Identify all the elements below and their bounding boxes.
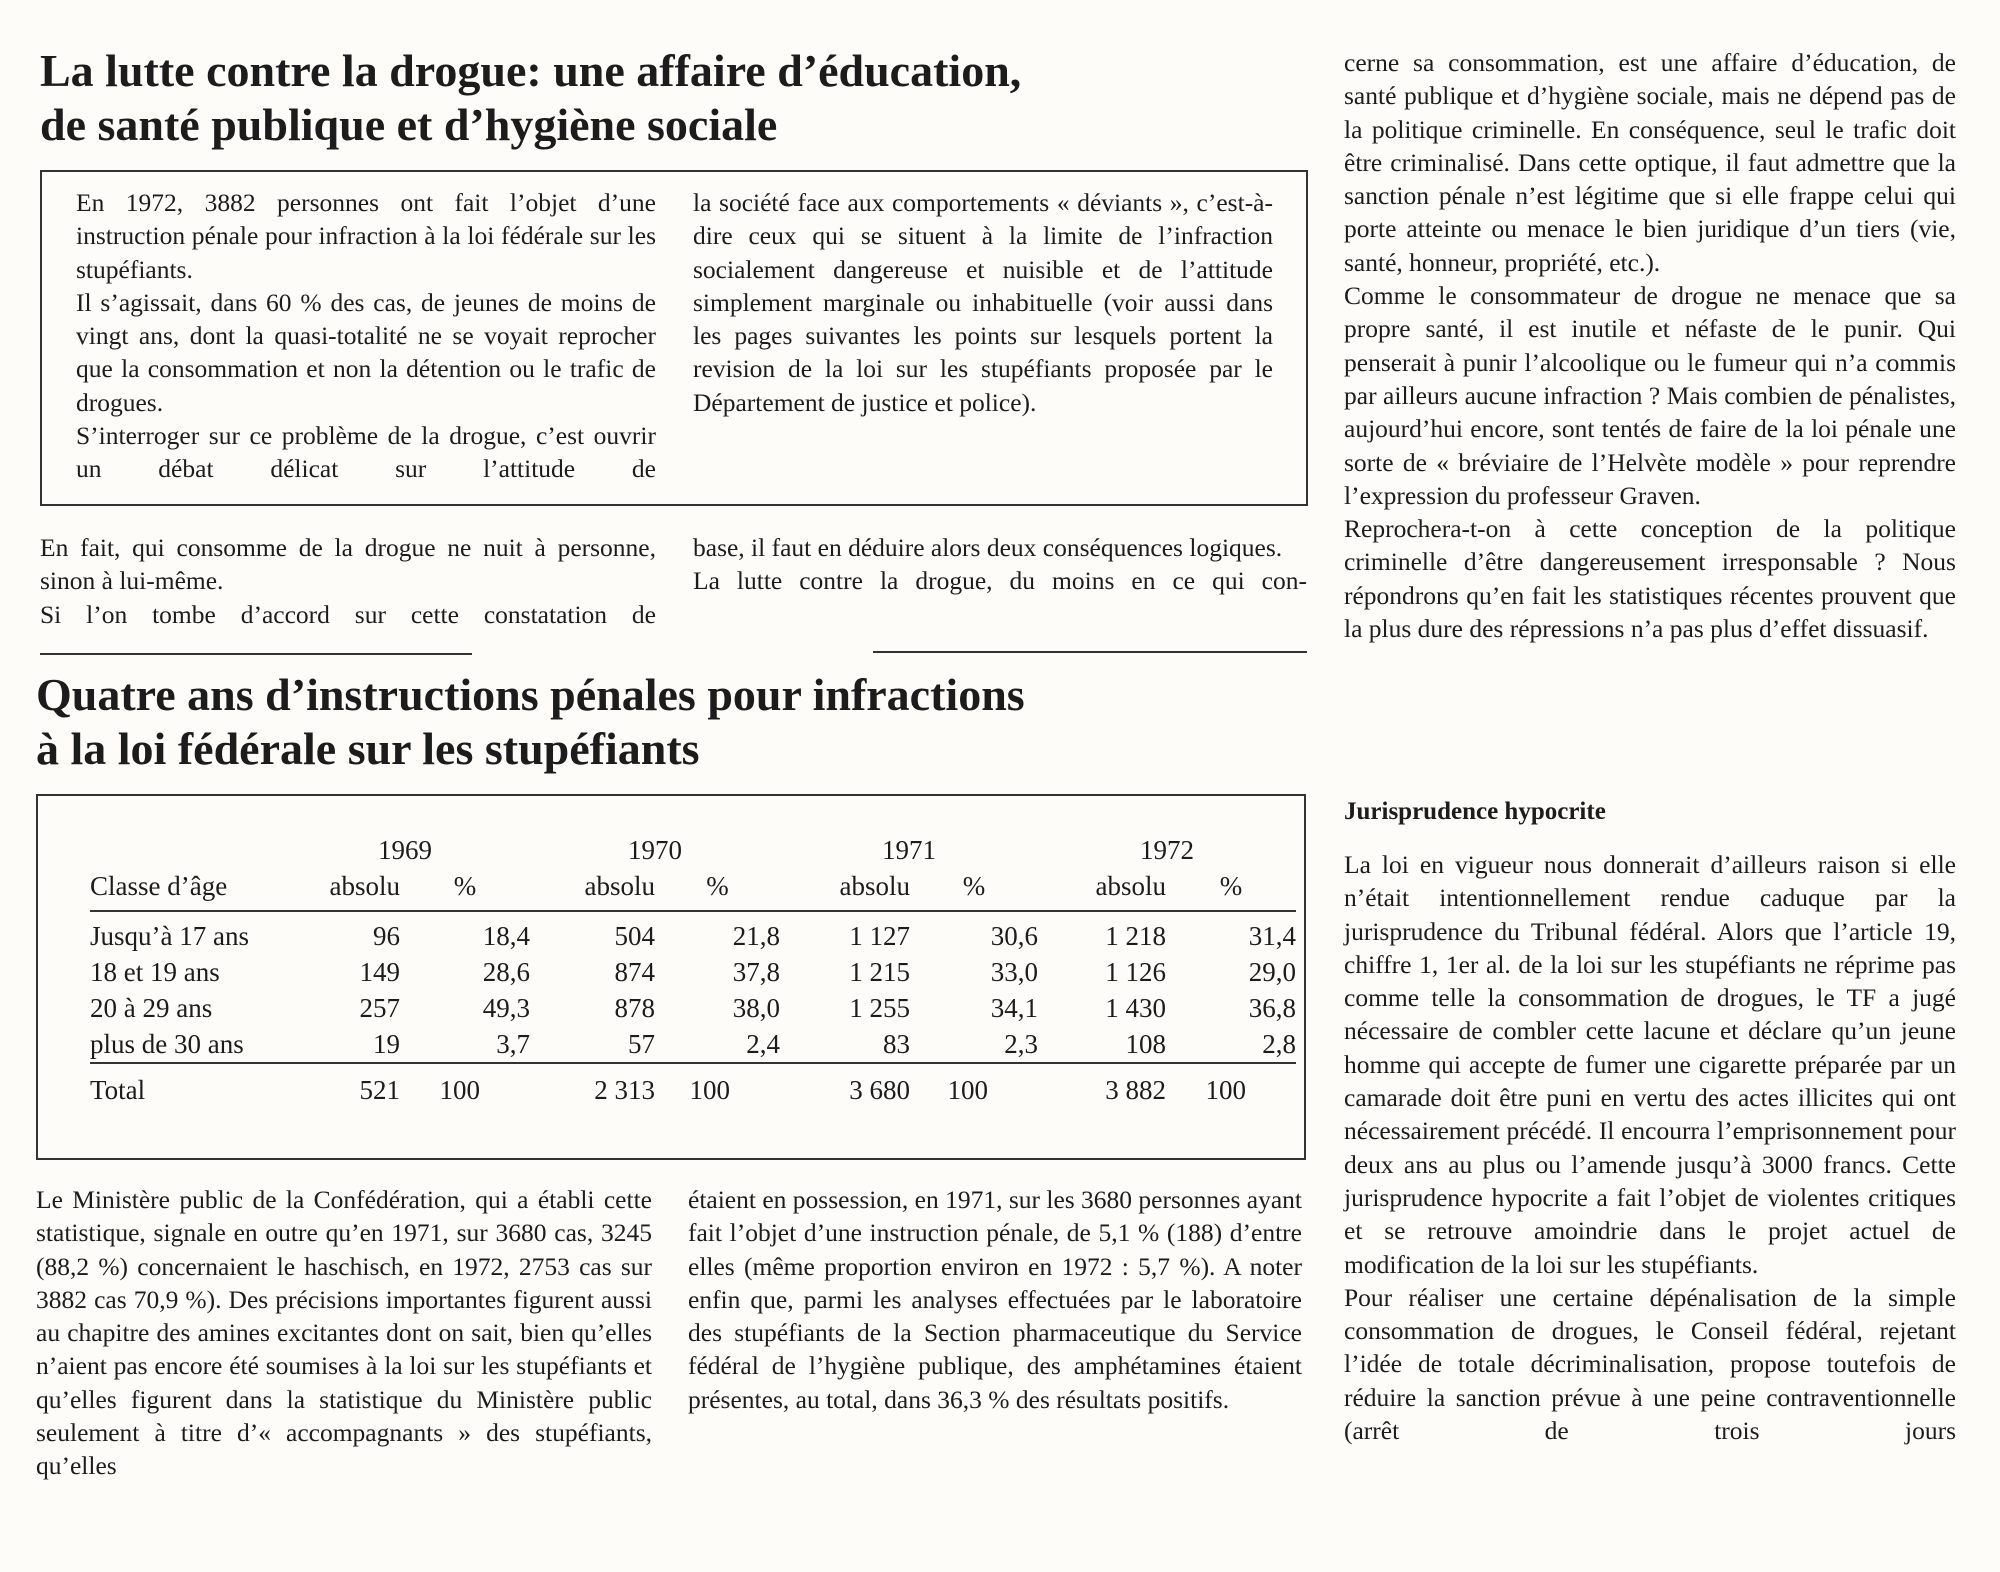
age-class-label: 20 à 29 ans [90, 993, 213, 1023]
table-cell: 1 126 [1105, 957, 1166, 987]
intro-paragraph: Il s’agissait, dans 60 % des cas, de jeunes de moins de vingt ans, dont la quasi-totalité ne se voyait reprocher que la consommation et non la détention ou le trafic de drogues. [76, 287, 656, 417]
table-cell: 33,0 [990, 957, 1038, 987]
body-paragraph: Comme le consommateur de drogue ne menace que sa propre santé, il est inutile et néfaste de le punir. Qui penserait à punir l’alcoolique ou le fumeur qui n’a commis par ailleurs aucune infraction ? Mais combien de pénalistes, aujourd’hui encore, sont tentés de faire de la loi pénale une sorte de « bréviaire de l’Helvète modèle » pour reprendre l’expression du professeur Graven. [1344, 281, 1956, 510]
table-cell: 1 127 [849, 921, 910, 951]
table-cell: 257 [359, 993, 400, 1023]
table-year-row [90, 832, 1296, 868]
table-cell: 49,3 [482, 993, 530, 1023]
table-cell: 100 [400, 1063, 530, 1108]
table-cell: 21,8 [732, 921, 780, 951]
table-cell: 3 680 [780, 1063, 910, 1108]
table-cell: 83 [883, 1029, 910, 1059]
article2-body-right [688, 1183, 1302, 1416]
column-header-percent: % [910, 868, 1038, 911]
article2-title-line2: à la loi fédérale sur les stupéfiants [36, 723, 700, 774]
column-header-absolu: absolu [280, 868, 400, 911]
article1-title-line1: La lutte contre la drogue: une affaire d’éducation, [40, 45, 1022, 96]
table-cell: 28,6 [482, 957, 530, 987]
body-paragraph: Si l’on tombe d’accord sur cette constatation de [40, 599, 656, 629]
table-cell: 1 215 [849, 957, 910, 987]
table-cell: 504 [614, 921, 655, 951]
article2-title-line1: Quatre ans d’instructions pénales pour infractions [36, 669, 1025, 720]
table-total-row [90, 1063, 1296, 1108]
table-cell: 100 [655, 1063, 780, 1108]
body-paragraph: cerne sa consommation, est une affaire d’éducation, de santé publique et d’hygiène sociale, mais ne dépend pas de la politique criminelle. En conséquence, seul le trafic doit être criminalisé. Dans cette optique, il faut admettre que la sanction pénale n’est légitime que si elle frappe celui qui porte atteinte ou menace le bien juridique d’un tiers (vie, santé, honneur, propriété, etc.). [1344, 48, 1956, 277]
table-cell: 878 [614, 993, 655, 1023]
body-paragraph: Pour réaliser une certaine dépénalisation de la simple consommation de drogues, le Conseil fédéral, rejetant l’idée de totale décriminalisation, propose toutefois de réduire la sanction prévue à une peine contraventionnelle (arrêt de trois jours [1344, 1282, 1956, 1446]
body-paragraph: La lutte contre la drogue, du moins en ce qui con- [693, 566, 1307, 596]
table-cell: 96 [373, 921, 400, 951]
table-cell: 3,7 [496, 1029, 530, 1059]
table-cell: 57 [628, 1029, 655, 1059]
statistics-table-wrapper [90, 832, 1296, 1108]
year-header: 1969 [378, 835, 432, 865]
table-cell: 2,3 [1004, 1029, 1038, 1059]
intro-paragraph: la société face aux comportements « déviants », c’est-à-dire ceux qui se situent à la limite de l’infraction socialement dangereuse et nuisible et de l’attitude simplement marginale ou inhabituelle (voir aussi dans les pages suivantes les points sur lesquels portent la revision de la loi sur les stupéfiants proposée par le Département de justice et police). [693, 188, 1273, 417]
row-header-label: Classe d’âge [90, 868, 280, 911]
article1-body-left [40, 531, 656, 631]
age-class-label: Jusqu’à 17 ans [90, 921, 249, 951]
table-cell: 1 255 [849, 993, 910, 1023]
year-header: 1970 [628, 835, 682, 865]
table-cell: 2,4 [746, 1029, 780, 1059]
table-cell: 38,0 [732, 993, 780, 1023]
section-rule-right [873, 651, 1307, 653]
section-rule-left [40, 653, 472, 655]
table-row [90, 990, 1296, 1026]
table-row [90, 1026, 1296, 1063]
right-column-top [1344, 46, 1956, 645]
table-cell: 18,4 [482, 921, 530, 951]
total-label: Total [90, 1063, 280, 1108]
body-paragraph: La loi en vigueur nous donnerait d’ailleurs raison si elle n’était intentionnellement rendue caduque par la jurisprudence du Tribunal fédéral. Alors que l’article 19, chiffre 1, 1er al. de la loi sur les stupéfiants ne réprime pas comme telle la consommation de drogues, le TF a jugé nécessaire de combler cette lacune et déclare qu’un jeune homme qui accepte de fumer une cigarette préparée par un camarade doit être puni en vertu des actes illicites qui ont nécessairement précédé. Il encourra l’emprisonnement pour deux ans au plus ou l’amende jusqu’à 3000 francs. Cette jurisprudence hypocrite a fait l’objet de violentes critiques et se retrouve amoindrie dans le projet actuel de modification de la loi sur les stupéfiants. [1344, 850, 1956, 1279]
table-cell: 2,8 [1262, 1029, 1296, 1059]
column-header-percent: % [1166, 868, 1296, 911]
body-paragraph: Le Ministère public de la Confédération, qui a établi cette statistique, signale en outre qu’en 1971, sur 3680 cas, 3245 (88,2 %) concernaient le haschisch, en 1972, 2753 cas sur 3882 cas 70,9 %). Des précisions importantes figurent aussi au chapitre des amines excitantes dont on sait, bien qu’elles n’aient pas encore été soumises à la loi sur les stupéfiants et qu’elles figurent dans la statistique du Ministère public seulement à titre d’« accompagnants » des stupéfiants, qu’elles [36, 1185, 652, 1481]
column-header-percent: % [655, 868, 780, 911]
body-paragraph: Reprochera-t-on à cette conception de la politique criminelle d’être dangereusement irresponsable ? Nous répondrons qu’en fait les statistiques récentes prouvent que la plus dure des répressions n’a pas plus d’effet dissuasif. [1344, 514, 1956, 644]
subhead-jurisprudence: Jurisprudence hypocrite [1344, 798, 1606, 825]
table-row [90, 954, 1296, 990]
article2-title [36, 668, 1025, 776]
intro-box-left-column [76, 186, 656, 486]
age-class-label: plus de 30 ans [90, 1029, 244, 1059]
table-cell: 1 430 [1105, 993, 1166, 1023]
table-cell: 19 [373, 1029, 400, 1059]
table-cell: 36,8 [1248, 993, 1296, 1023]
table-row [90, 911, 1296, 954]
table-cell: 34,1 [990, 993, 1038, 1023]
body-paragraph: base, il faut en déduire alors deux conséquences logiques. [693, 533, 1283, 562]
table-cell: 30,6 [990, 921, 1038, 951]
intro-paragraph: En 1972, 3882 personnes ont fait l’objet d’une instruction pénale pour infraction à la loi fédérale sur les stupéfiants. [76, 188, 656, 284]
year-header: 1972 [1140, 835, 1194, 865]
age-class-label: 18 et 19 ans [90, 957, 220, 987]
column-header-absolu: absolu [1038, 868, 1166, 911]
article1-title-line2: de santé publique et d’hygiène sociale [40, 99, 778, 150]
table-cell: 2 313 [530, 1063, 655, 1108]
column-header-absolu: absolu [530, 868, 655, 911]
subhead-wrapper [1344, 798, 1606, 826]
column-header-absolu: absolu [780, 868, 910, 911]
body-paragraph: étaient en possession, en 1971, sur les 3680 personnes ayant fait l’objet d’une instruction pénale, de 5,1 % (188) d’entre elles (même proportion environ en 1972 : 5,7 %). A noter enfin que, parmi les analyses effectuées par le laboratoire des stupéfiants de la Section pharmaceutique du Service fédéral de l’hygiène publique, des amphétamines étaient présentes, au total, dans 36,3 % des résultats positifs. [688, 1185, 1303, 1414]
table-cell: 29,0 [1248, 957, 1296, 987]
right-column-bottom [1344, 848, 1956, 1447]
table-column-header-row [90, 868, 1296, 911]
article2-body-left [36, 1183, 652, 1483]
table-cell: 1 218 [1105, 921, 1166, 951]
year-header: 1971 [882, 835, 936, 865]
article1-title [40, 44, 1021, 152]
column-header-percent: % [400, 868, 530, 911]
intro-paragraph: S’interroger sur ce problème de la drogue, c’est ouvrir un débat délicat sur l’attitude de [76, 421, 656, 484]
statistics-table [90, 832, 1296, 1108]
table-cell: 3 882 [1038, 1063, 1166, 1108]
table-cell: 874 [614, 957, 655, 987]
table-cell: 100 [1166, 1063, 1296, 1108]
intro-box-right-column [693, 186, 1273, 419]
table-cell: 521 [280, 1063, 400, 1108]
table-cell: 149 [359, 957, 400, 987]
table-cell: 37,8 [732, 957, 780, 987]
article1-body-right [693, 531, 1307, 598]
body-paragraph: En fait, qui consomme de la drogue ne nuit à personne, sinon à lui-même. [40, 533, 656, 596]
table-cell: 31,4 [1248, 921, 1296, 951]
table-cell: 108 [1125, 1029, 1166, 1059]
table-cell: 100 [910, 1063, 1038, 1108]
